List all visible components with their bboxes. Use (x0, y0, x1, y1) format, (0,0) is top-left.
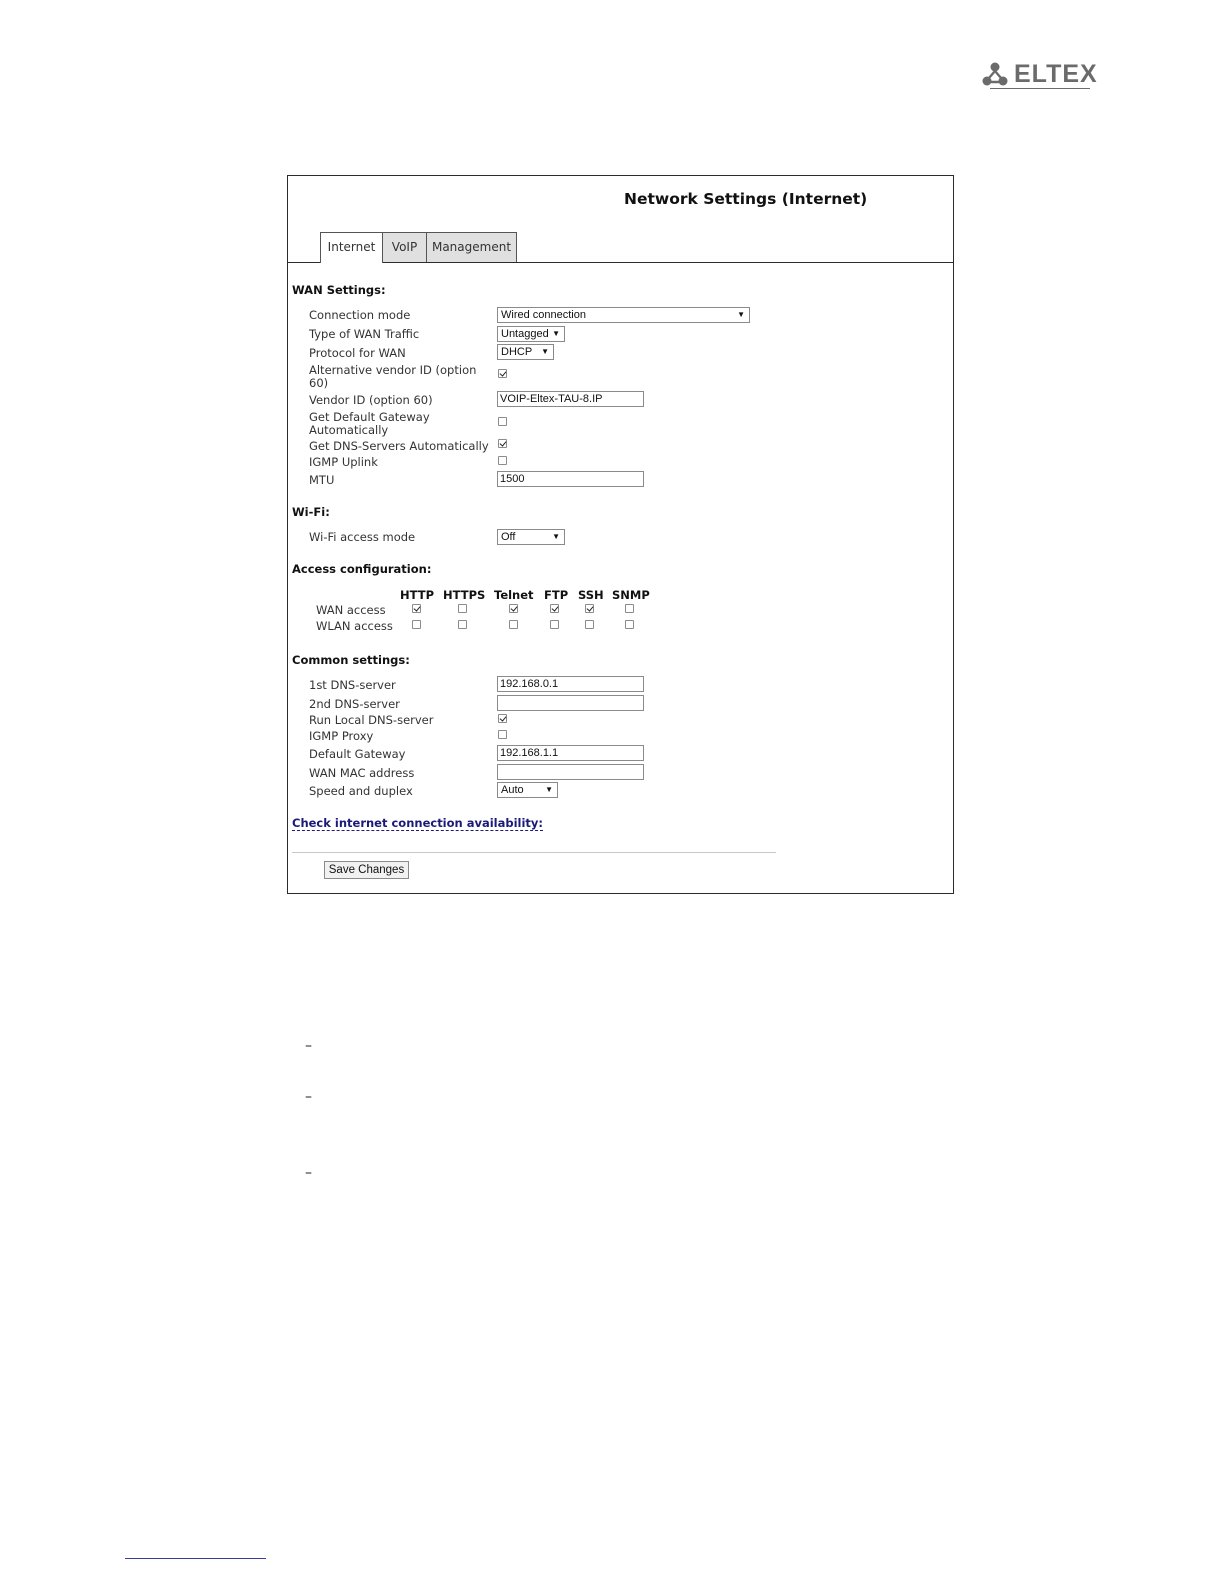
dns2-label: 2nd DNS-server (309, 697, 400, 711)
active-tab-gap (321, 262, 382, 264)
alt-vendor-id-label: Alternative vendor ID (option 60) (309, 363, 477, 390)
connection-mode-select[interactable] (497, 307, 750, 323)
dropdown-arrow-icon: ▼ (552, 329, 560, 338)
dropdown-arrow-icon: ▼ (541, 347, 549, 356)
wan-protocol-select[interactable] (497, 344, 554, 360)
col-snmp: SNMP (612, 588, 650, 602)
mtu-input[interactable]: 1500 (497, 471, 644, 487)
wlan-ftp-checkbox[interactable] (550, 620, 559, 629)
connection-mode-value: Wired connection (501, 309, 586, 321)
default-gateway-auto-label: Get Default Gateway Automatically (309, 410, 430, 437)
wifi-heading: Wi-Fi: (292, 505, 330, 519)
wlan-https-checkbox[interactable] (458, 620, 467, 629)
wan-traffic-type-label: Type of WAN Traffic (309, 327, 420, 341)
local-dns-label: Run Local DNS-server (309, 713, 434, 727)
default-gateway-label: Default Gateway (309, 747, 406, 761)
wan-protocol-value: DHCP (501, 346, 533, 358)
wan-telnet-checkbox[interactable] (509, 604, 518, 613)
logo-underline (990, 88, 1090, 89)
wan-http-checkbox[interactable] (412, 604, 421, 613)
mtu-label: MTU (309, 473, 335, 487)
dropdown-arrow-icon: ▼ (737, 310, 745, 319)
wan-ftp-checkbox[interactable] (550, 604, 559, 613)
wan-ssh-checkbox[interactable] (585, 604, 594, 613)
dns1-input[interactable]: 192.168.0.1 (497, 676, 644, 692)
logo-wordmark: ELTEX (1014, 60, 1098, 88)
bullet-dash: – (305, 1165, 312, 1181)
wlan-ssh-checkbox[interactable] (585, 620, 594, 629)
col-ftp: FTP (544, 588, 569, 602)
speed-duplex-label: Speed and duplex (309, 784, 413, 798)
wan-settings-heading: WAN Settings: (292, 283, 386, 297)
wlan-telnet-checkbox[interactable] (509, 620, 518, 629)
vendor-id-label: Vendor ID (option 60) (309, 393, 433, 407)
igmp-proxy-checkbox[interactable] (498, 730, 507, 739)
tabs-divider (288, 262, 953, 263)
eltex-logo-icon (982, 62, 1010, 88)
igmp-uplink-label: IGMP Uplink (309, 455, 378, 469)
check-connection-link[interactable]: Check internet connection availability: (292, 816, 544, 830)
bullet-dash: – (305, 1089, 312, 1105)
default-gateway-input[interactable]: 192.168.1.1 (497, 745, 644, 761)
wan-mac-input[interactable] (497, 764, 644, 780)
common-settings-heading: Common settings: (292, 653, 410, 667)
default-gateway-auto-checkbox[interactable] (498, 417, 507, 426)
dropdown-arrow-icon: ▼ (545, 785, 553, 794)
igmp-uplink-checkbox[interactable] (498, 456, 507, 465)
dns2-input[interactable] (497, 695, 644, 711)
page-title: Network Settings (Internet) (624, 190, 868, 208)
wan-traffic-type-select[interactable] (497, 326, 565, 342)
tab-internet[interactable]: Internet (320, 232, 383, 263)
vendor-id-input[interactable]: VOIP-Eltex-TAU-8.IP (497, 391, 644, 407)
bullet-dash: – (305, 1038, 312, 1054)
wlan-snmp-checkbox[interactable] (625, 620, 634, 629)
dns-auto-label: Get DNS-Servers Automatically (309, 439, 489, 453)
dropdown-arrow-icon: ▼ (552, 532, 560, 541)
col-http: HTTP (400, 588, 435, 602)
connection-mode-label: Connection mode (309, 308, 411, 322)
settings-panel (287, 175, 954, 894)
alt-vendor-id-checkbox[interactable] (498, 369, 507, 378)
dns1-label: 1st DNS-server (309, 678, 396, 692)
speed-duplex-value: Auto (501, 784, 524, 796)
local-dns-checkbox[interactable] (498, 714, 507, 723)
wan-protocol-label: Protocol for WAN (309, 346, 406, 360)
dns-auto-checkbox[interactable] (498, 439, 507, 448)
wan-access-label: WAN access (316, 603, 386, 617)
wifi-access-mode-select[interactable] (497, 529, 565, 545)
wifi-access-mode-label: Wi-Fi access mode (309, 530, 416, 544)
col-https: HTTPS (443, 588, 486, 602)
wan-https-checkbox[interactable] (458, 604, 467, 613)
speed-duplex-select[interactable] (497, 782, 558, 798)
wan-mac-label: WAN MAC address (309, 766, 415, 780)
col-telnet: Telnet (494, 588, 534, 602)
col-ssh: SSH (578, 588, 604, 602)
igmp-proxy-label: IGMP Proxy (309, 729, 374, 743)
tab-management[interactable]: Management (426, 232, 517, 262)
wan-traffic-type-value: Untagged (501, 328, 549, 340)
wlan-http-checkbox[interactable] (412, 620, 421, 629)
save-changes-button[interactable]: Save Changes (324, 861, 409, 879)
access-config-heading: Access configuration: (292, 562, 432, 576)
eltex-logo (982, 60, 1098, 92)
tab-voip[interactable]: VoIP (382, 232, 427, 262)
form-divider (292, 852, 776, 853)
footer-link-underline (125, 1558, 266, 1559)
wan-snmp-checkbox[interactable] (625, 604, 634, 613)
wifi-access-mode-value: Off (501, 531, 516, 543)
wlan-access-label: WLAN access (316, 619, 393, 633)
